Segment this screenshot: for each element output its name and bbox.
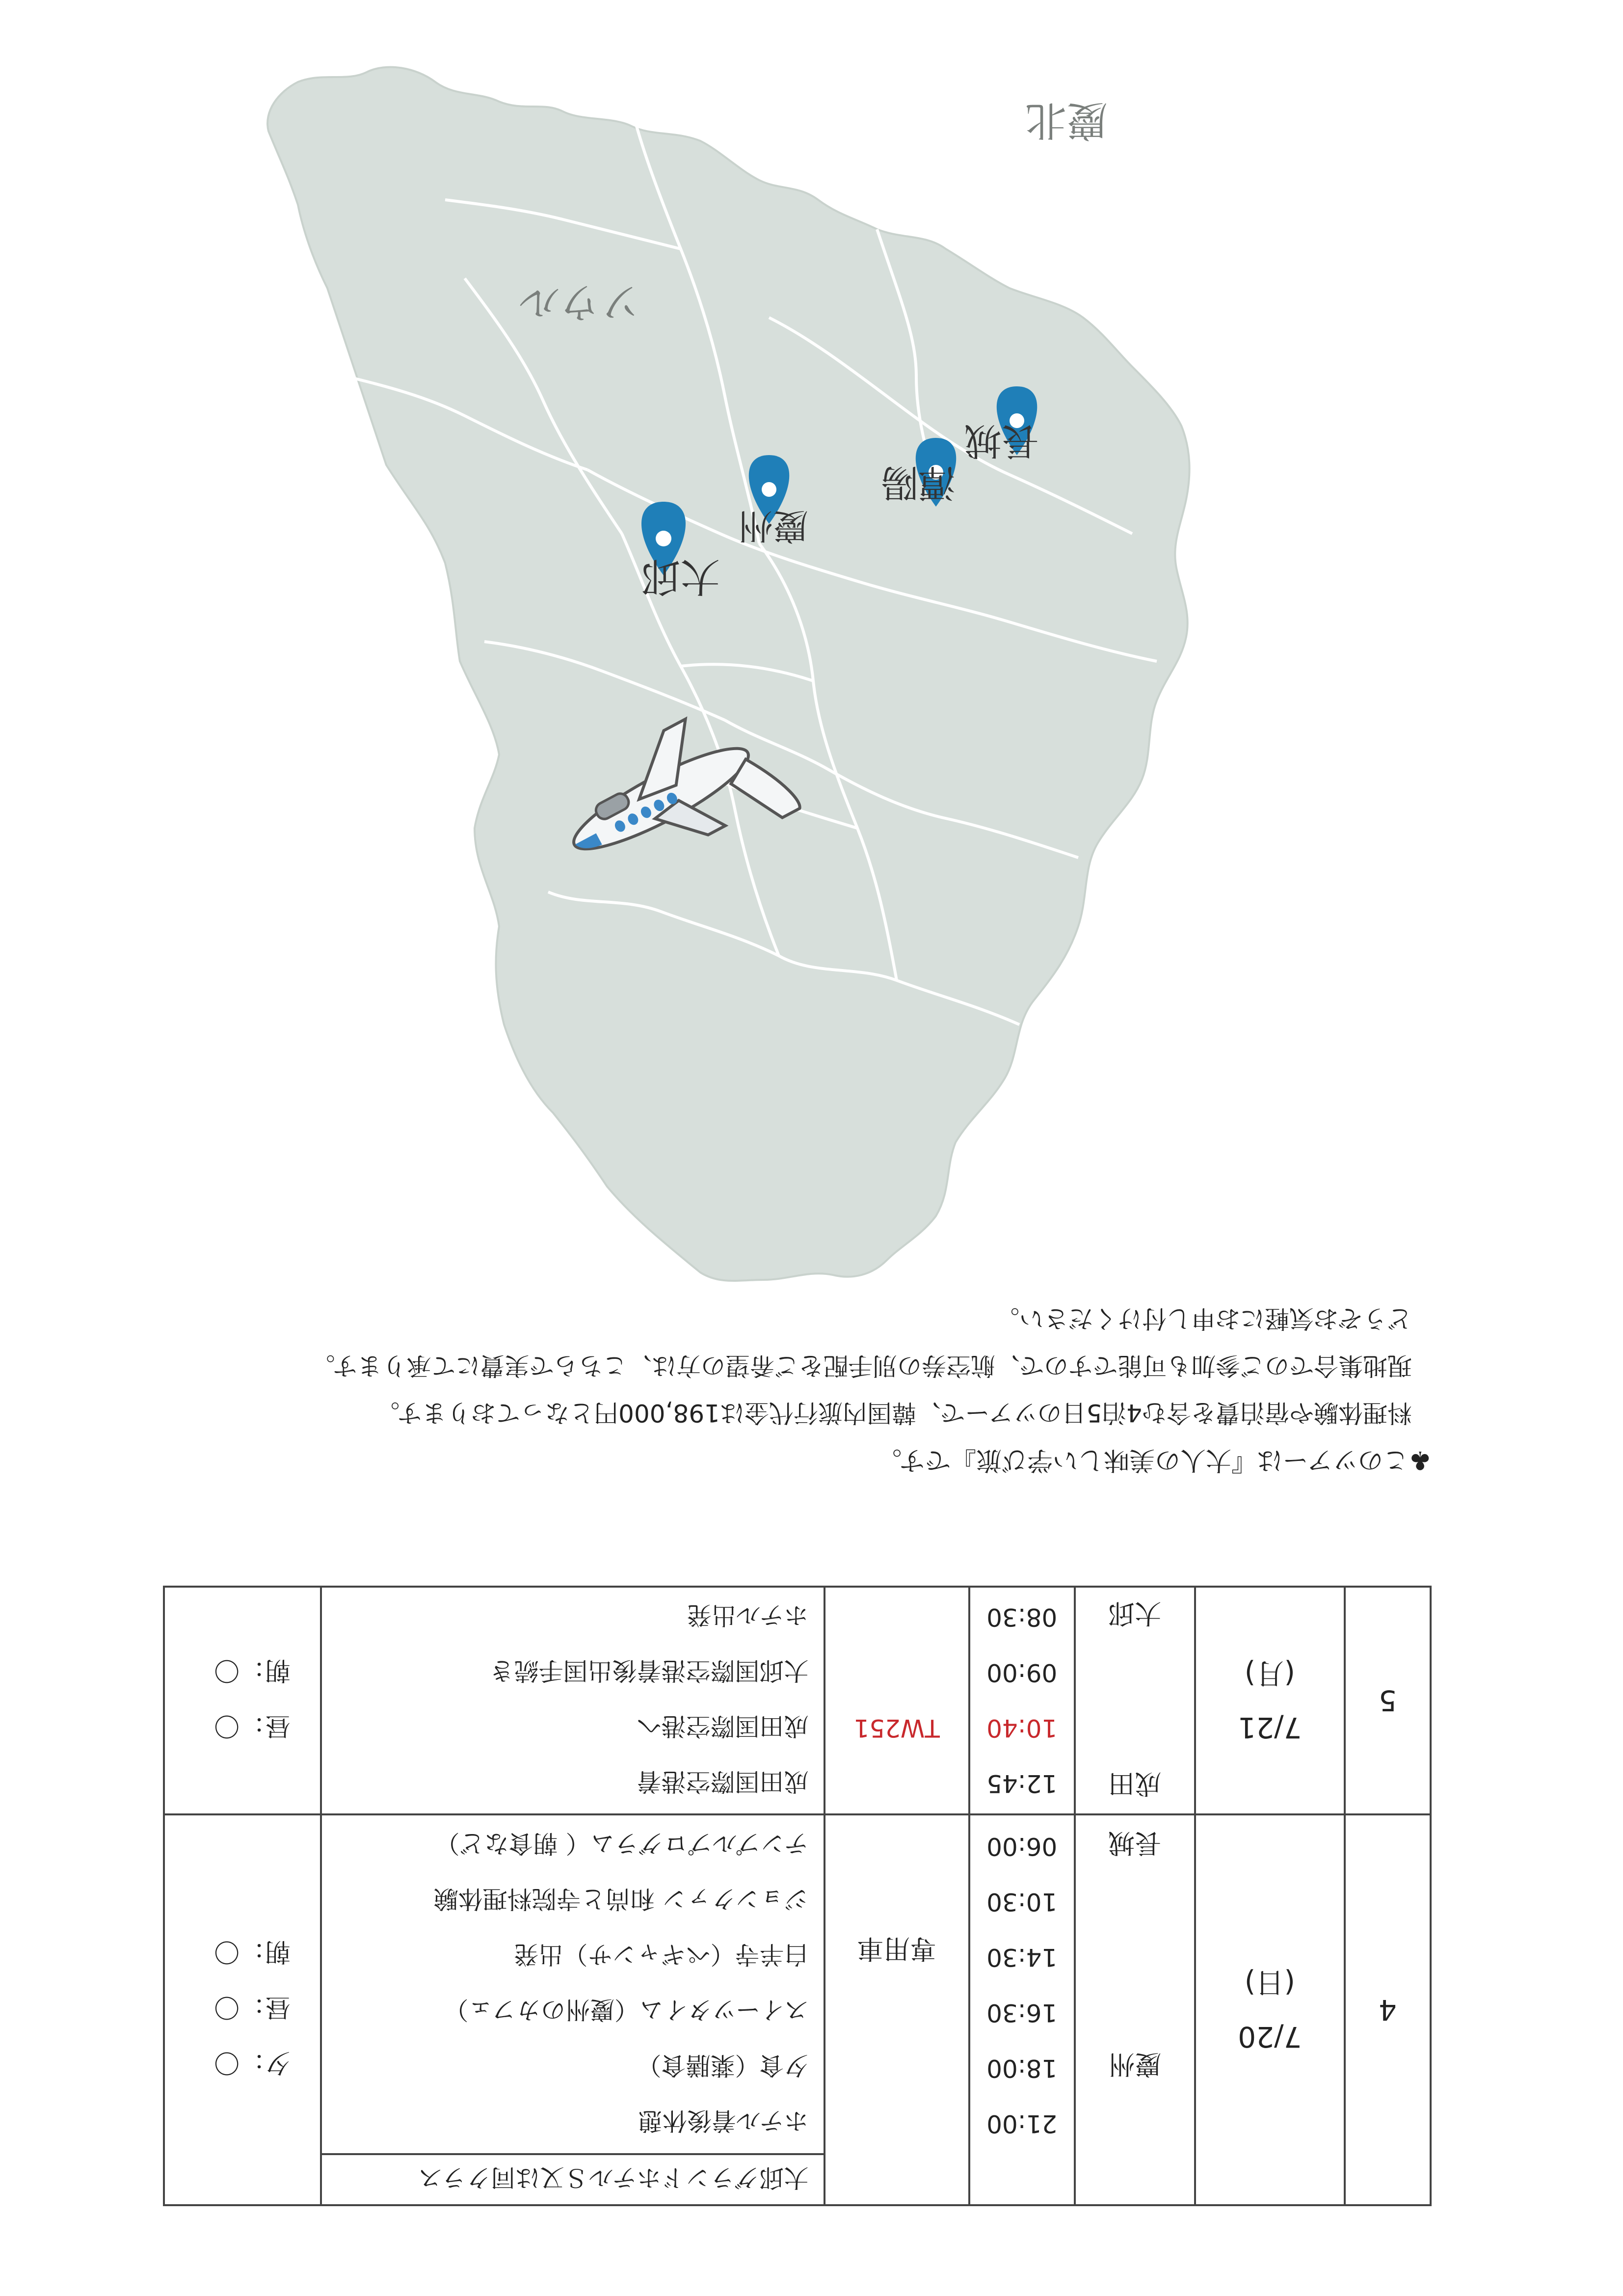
notes-line: 料理体験や宿泊費を含む4泊5日のツアーで、韓国内旅行代金は198,000円となっております。: [375, 1399, 1412, 1427]
weekday-text: (日): [1244, 1966, 1296, 1999]
activity: 夕食（薬膳食）: [637, 2051, 809, 2080]
activity: スイーツタイム（慶州のカフェ）: [444, 1996, 809, 2025]
time: 10:40: [986, 1714, 1058, 1743]
activity: 白羊寺（ペギャンサ）出発: [514, 1940, 809, 1969]
date-text: 7/20: [1238, 2020, 1302, 2053]
itinerary-table: [163, 1586, 1432, 2206]
meal: 昼：〇: [214, 1711, 291, 1740]
time: 08:30: [986, 1603, 1058, 1632]
itinerary-day-row: [164, 2154, 1431, 2205]
city-bottom: 長城: [1108, 1828, 1162, 1859]
time: 12:45: [986, 1769, 1058, 1798]
notes-line: 現地集合でのご参加も可能ですので、航空券の別手配をご希望の方は、こちらで実費にて承ります。: [310, 1351, 1412, 1380]
notes-line: どうぞお気軽にお申し付けください。: [995, 1304, 1412, 1333]
itinerary-day-row: [164, 1587, 1431, 1814]
time: 09:00: [986, 1658, 1058, 1687]
transport-cell: [825, 1587, 969, 1814]
activity: ジョンクァン 和尚と寺院料理体験: [433, 1885, 809, 1914]
time: 21:00: [986, 2109, 1058, 2138]
day-number: 4: [1345, 1814, 1431, 2205]
meals-cell: [164, 1587, 321, 1814]
city-top: 成田: [1108, 1768, 1162, 1799]
city-label-daegu: 大邱: [641, 554, 720, 599]
region-label-north: 慶北: [1025, 97, 1108, 145]
meals-cell: [164, 1814, 321, 2205]
day-number: 5: [1345, 1587, 1431, 1814]
activities-cell: [321, 1587, 824, 1814]
meal: 朝：〇: [214, 1937, 291, 1967]
times-cell: [969, 1587, 1075, 1814]
activity: ホテル着後休憩: [638, 2107, 809, 2135]
city-label-damyang: 潭陽: [881, 461, 956, 505]
time: 06:00: [986, 1832, 1058, 1861]
meal: 夕：〇: [214, 2048, 291, 2078]
city-top: 慶州: [1108, 2049, 1162, 2080]
notes-lead: ♣このツアーは『大人の美味しい学び旅』です。: [876, 1445, 1432, 1475]
time: 16:30: [986, 1999, 1058, 2027]
city-label-gyeongju: 慶州: [737, 506, 808, 547]
times-cell: [969, 1814, 1075, 2205]
region-label-south: ソウル: [519, 278, 641, 326]
activity: 成田国際空港着: [637, 1767, 809, 1796]
meal: 昼：〇: [214, 1992, 291, 2022]
transport-text: 専用車: [857, 1933, 937, 1965]
weekday-text: (月): [1244, 1657, 1296, 1690]
day-cities: [1075, 1587, 1195, 1814]
hotel-text: 大邱グランドホテルＳ又は同クラス: [418, 2163, 809, 2192]
meal: 朝：〇: [214, 1655, 291, 1685]
activity: テンプルプログラム（ 朝食など）: [435, 1829, 809, 1858]
day-cities: [1075, 1814, 1195, 2205]
day-date: [1195, 1814, 1345, 2205]
tour-notes: [156, 1295, 1432, 1484]
activities-cell: [321, 1814, 824, 2154]
time: 18:00: [986, 2054, 1058, 2083]
city-label-jangseong: 長城: [964, 419, 1039, 463]
land-shape: [267, 67, 1190, 1281]
activity: 成田国際空港へ: [637, 1712, 809, 1741]
time: 14:30: [986, 1943, 1058, 1972]
date-text: 7/21: [1238, 1711, 1302, 1744]
flight-number: TW251: [853, 1714, 940, 1743]
transport-cell: [825, 1814, 969, 2205]
activity: ホテル出発: [687, 1601, 809, 1630]
day-date: [1195, 1587, 1345, 1814]
hotel-cell: [321, 2154, 824, 2205]
activity: 大邱国際空港着後出国手続き: [489, 1656, 809, 1685]
city-bottom: 大邱: [1108, 1598, 1162, 1629]
time: 10:30: [986, 1888, 1058, 1917]
